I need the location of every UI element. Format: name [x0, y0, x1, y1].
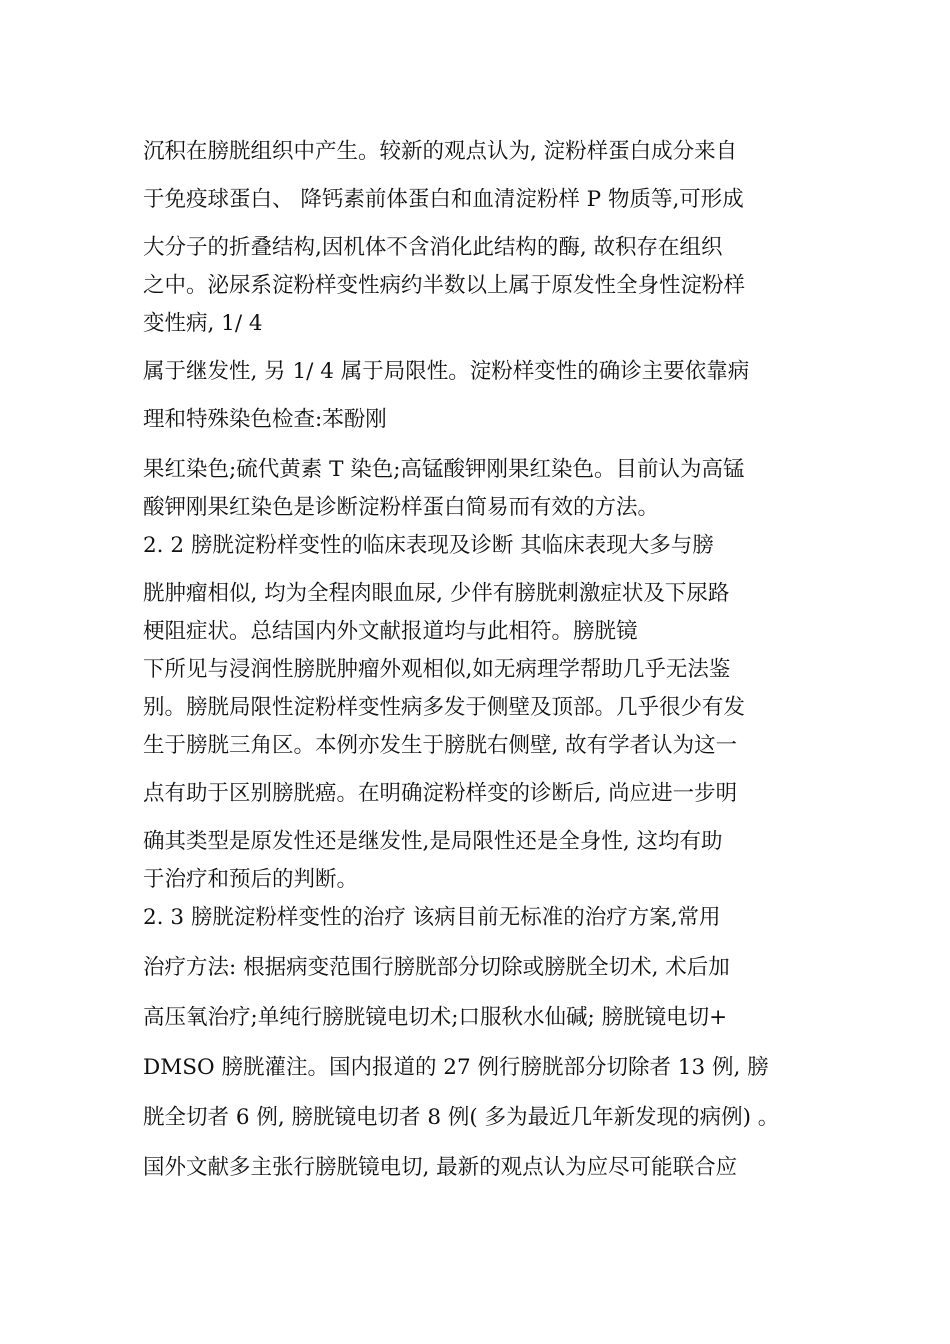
text-line: 梗阻症状。总结国内外文献报道均与此相符。膀胱镜 [143, 619, 638, 644]
text-line: 变性病, 1/ 4 [143, 311, 263, 336]
text-line: 属于继发性, 另 1/ 4 属于局限性。淀粉样变性的确诊主要依靠病 [143, 359, 750, 384]
text-line: 于治疗和预后的判断。 [143, 867, 359, 892]
text-line: 治疗方法: 根据病变范围行膀胱部分切除或膀胱全切术, 术后加 [143, 955, 730, 980]
section-heading-line: 2. 2 膀胱淀粉样变性的临床表现及诊断 其临床表现大多与膀 [143, 533, 714, 558]
text-line: DMSO 膀胱灌注。国内报道的 27 例行膀胱部分切除者 13 例, 膀 [143, 1055, 769, 1080]
text-line: 于免疫球蛋白、 降钙素前体蛋白和血清淀粉样 P 物质等,可形成 [143, 187, 744, 212]
text-line: 国外文献多主张行膀胱镜电切, 最新的观点认为应尽可能联合应 [143, 1155, 738, 1180]
text-line: 高压氧治疗;单纯行膀胱镜电切术;口服秋水仙碱; 膀胱镜电切+ [143, 1005, 728, 1030]
text-line: 下所见与浸润性膀胱肿瘤外观相似,如无病理学帮助几乎无法鉴 [143, 657, 731, 682]
text-line: 胱肿瘤相似, 均为全程肉眼血尿, 少伴有膀胱刺激症状及下尿路 [143, 581, 730, 606]
text-line: 酸钾刚果红染色是诊断淀粉样蛋白简易而有效的方法。 [143, 495, 660, 520]
text-line: 别。膀胱局限性淀粉样变性病多发于侧壁及顶部。几乎很少有发 [143, 695, 746, 720]
text-line: 沉积在膀胱组织中产生。较新的观点认为, 淀粉样蛋白成分来自 [143, 139, 738, 164]
text-line: 生于膀胱三角区。本例亦发生于膀胱右侧壁, 故有学者认为这一 [143, 733, 738, 758]
text-line: 胱全切者 6 例, 膀胱镜电切者 8 例( 多为最近几年新发现的病例) 。 [143, 1105, 780, 1130]
text-line: 之中。泌尿系淀粉样变性病约半数以上属于原发性全身性淀粉样 [143, 273, 746, 298]
section-heading-line: 2. 3 膀胱淀粉样变性的治疗 该病目前无标准的治疗方案,常用 [143, 905, 721, 930]
text-line: 理和特殊染色检查:苯酚刚 [143, 407, 387, 432]
text-line: 点有助于区别膀胱癌。在明确淀粉样变的诊断后, 尚应进一步明 [143, 781, 738, 806]
text-line: 确其类型是原发性还是继发性,是局限性还是全身性, 这均有助 [143, 829, 723, 854]
text-line: 大分子的折叠结构,因机体不含消化此结构的酶, 故积存在组织 [143, 235, 723, 260]
text-line: 果红染色;硫代黄素 T 染色;高锰酸钾刚果红染色。目前认为高锰 [143, 457, 745, 482]
